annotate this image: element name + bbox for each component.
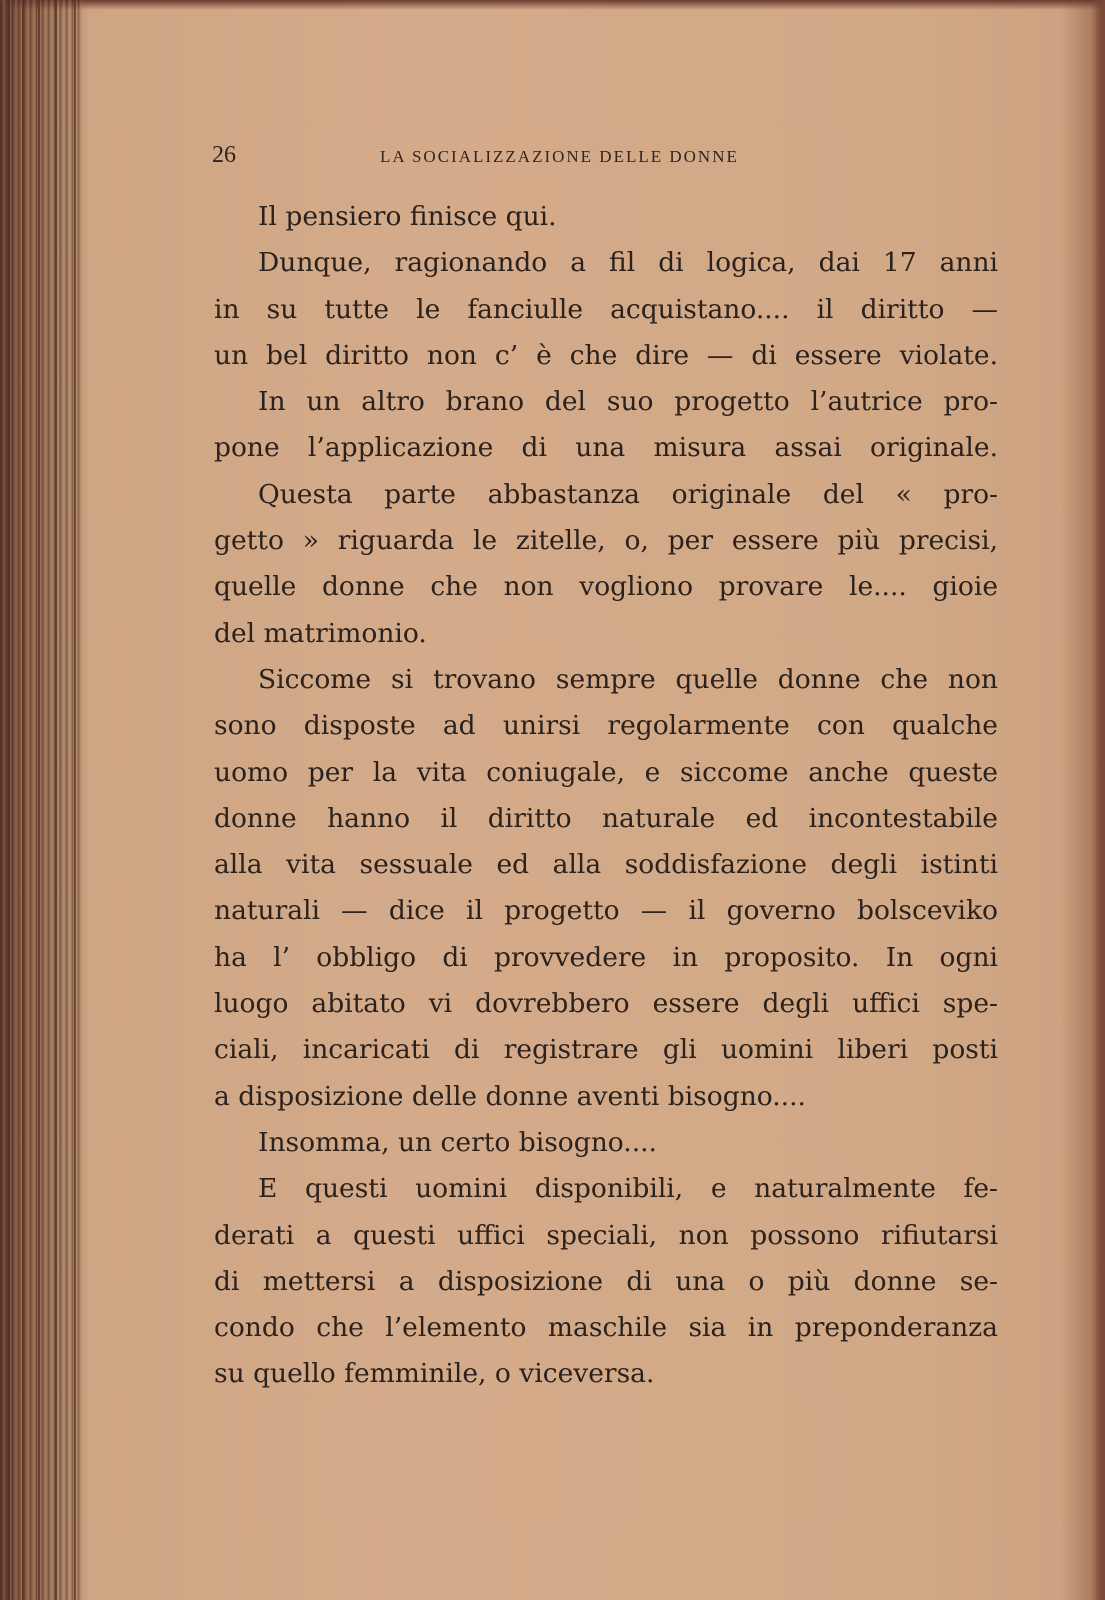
gutter-line <box>8 0 10 1600</box>
gutter-line <box>22 0 24 1600</box>
text-line: naturali — dice il progetto — il governo bolsceviko <box>214 895 998 927</box>
body-text <box>214 194 998 1398</box>
text-line: condo che l’elemento maschile sia in preponderanza <box>214 1312 998 1344</box>
text-line: un bel diritto non c’ è che dire — di essere violate. <box>214 339 998 371</box>
text-line: ciali, incaricati di registrare gli uomini liberi posti <box>214 1034 998 1066</box>
gutter-line <box>74 0 76 1600</box>
page-top-edge <box>0 0 1105 10</box>
text-line: su quello femminile, o viceversa. <box>214 1358 655 1390</box>
page-right-edge <box>1091 0 1105 1600</box>
text-line: pone l’applicazione di una misura assai originale. <box>214 432 998 464</box>
text-line: Siccome si trovano sempre quelle donne che non <box>258 663 998 695</box>
text-line: luogo abitato vi dovrebbero essere degli uffici spe- <box>214 988 998 1020</box>
text-line: di mettersi a disposizione di una o più donne se- <box>214 1265 998 1297</box>
text-line: del matrimonio. <box>214 617 427 649</box>
running-title: LA SOCIALIZZAZIONE DELLE DONNE <box>380 147 739 166</box>
text-line: ha l’ obbligo di provvedere in proposito. In ogni <box>214 941 998 973</box>
text-line: Dunque, ragionando a fil di logica, dai 17 anni <box>258 247 998 279</box>
book-gutter <box>0 0 82 1600</box>
running-head <box>212 140 852 170</box>
text-line: In un altro brano del suo progetto l’autrice pro- <box>258 386 998 418</box>
text-line: derati a questi uffici speciali, non possono rifiutarsi <box>214 1219 998 1251</box>
text-line: alla vita sessuale ed alla soddisfazione degli istinti <box>214 849 998 881</box>
page-number: 26 <box>212 142 236 168</box>
text-line: a disposizione delle donne aventi bisogno.... <box>214 1080 806 1112</box>
text-line: Il pensiero finisce qui. <box>258 201 557 232</box>
text-line: sono disposte ad unirsi regolarmente con qualche <box>214 710 998 742</box>
text-line: in su tutte le fanciulle acquistano.... il diritto — <box>214 293 998 325</box>
gutter-line <box>38 0 40 1600</box>
text-line: Insomma, un certo bisogno.... <box>258 1126 657 1158</box>
text-line: Questa parte abbastanza originale del « pro- <box>258 478 998 510</box>
text-line: getto » riguarda le zitelle, o, per essere più precisi, <box>214 525 998 557</box>
text-line: donne hanno il diritto naturale ed incontestabile <box>214 802 998 834</box>
gutter-line <box>55 0 57 1600</box>
text-line: E questi uomini disponibili, e naturalmente fe- <box>258 1173 998 1205</box>
text-line: quelle donne che non vogliono provare le.... gioie <box>214 571 998 603</box>
text-line: uomo per la vita coniugale, e siccome anche queste <box>214 756 998 788</box>
